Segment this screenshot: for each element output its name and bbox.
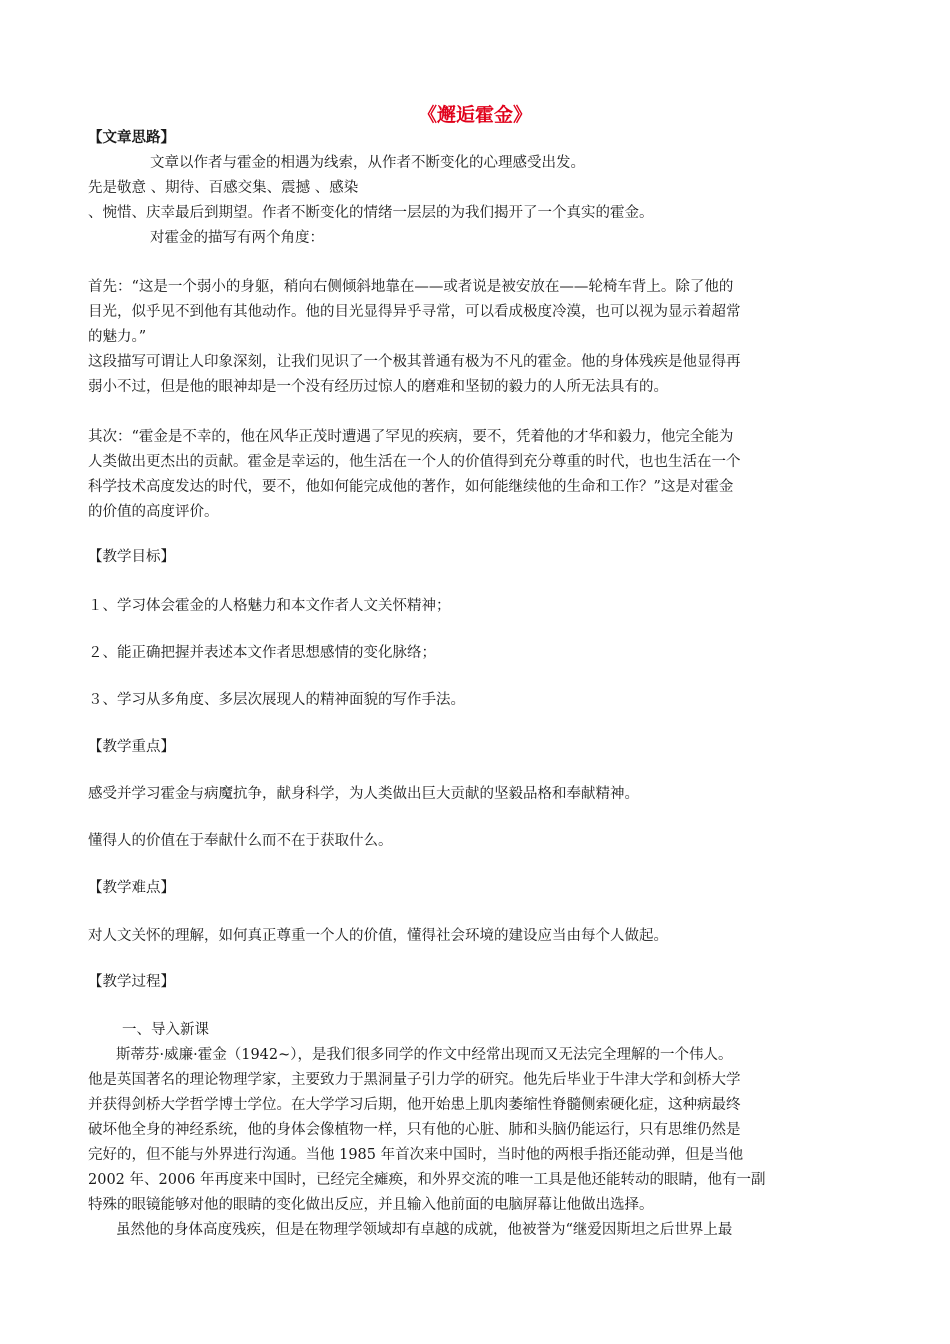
paragraph-line: 文章以作者与霍金的相遇为线索，从作者不断变化的心理感受出发。 (150, 155, 585, 171)
paragraph-line: 弱小不过，但是他的眼神却是一个没有经历过惊人的磨难和坚韧的毅力的人所无法具有的。 (88, 379, 668, 395)
paragraph-line: 对人文关怀的理解，如何真正尊重一个人的价值，懂得社会环境的建设应当由每个人做起。 (88, 928, 668, 944)
paragraph-line: 他是英国著名的理论物理学家，主要致力于黑洞量子引力学的研究。他先后毕业于牛津大学和剑桥大学 (88, 1072, 741, 1088)
paragraph-line: 这段描写可谓让人印象深刻，让我们见识了一个极其普通有极为不凡的霍金。他的身体残疾是他显得再 (88, 354, 741, 370)
document-title: 《邂逅霍金》 (417, 104, 532, 126)
paragraph-line: 斯蒂芬·威廉·霍金（1942~），是我们很多同学的作文中经常出现而又无法完全理解的一个伟人。 (116, 1047, 733, 1063)
paragraph-line: 其次：“霍金是不幸的，他在风华正茂时遭遇了罕见的疾病，要不，凭着他的才华和毅力，他完全能为 (88, 429, 734, 445)
paragraph-line: 虽然他的身体高度残疾，但是在物理学领域却有卓越的成就，他被誉为“继爱因斯坦之后世界上最 (116, 1222, 733, 1238)
section-heading-teaching-process: 【教学过程】 (88, 974, 175, 990)
paragraph-line: 特殊的眼镜能够对他的眼睛的变化做出反应，并且输入他前面的电脑屏幕让他做出选择。 (88, 1197, 654, 1213)
section-heading-difficulties: 【教学难点】 (88, 880, 175, 896)
paragraph-line: 破坏他全身的神经系统，他的身体会像植物一样，只有他的心脏、肺和头脑仍能运行，只有思维仍然是 (88, 1122, 741, 1138)
section-heading-key-points: 【教学重点】 (88, 739, 175, 755)
paragraph-line: 懂得人的价值在于奉献什么而不在于获取什么。 (88, 833, 393, 849)
list-item: ２、能正确把握并表述本文作者思想感情的变化脉络； (88, 645, 436, 661)
paragraph-line: 的魅力。” (88, 329, 147, 345)
paragraph-line: 的价值的高度评价。 (88, 504, 219, 520)
paragraph-line: 科学技术高度发达的时代，要不，他如何能完成他的著作，如何能继续他的生命和工作？”这是对霍金 (88, 479, 734, 495)
paragraph-line: 2002 年、2006 年再度来中国时，已经完全瘫痪，和外界交流的唯一工具是他还能转动的眼睛，他有一副 (88, 1172, 766, 1188)
paragraph-line: 先是敬意 、期待、百感交集、震撼 、感染 (88, 180, 359, 196)
list-item: ３、学习从多角度、多层次展现人的精神面貌的写作手法。 (88, 692, 465, 708)
paragraph-line: 并获得剑桥大学哲学博士学位。在大学学习后期，他开始患上肌肉萎缩性脊髓侧索硬化症，这种病最终 (88, 1097, 741, 1113)
paragraph-line: 首先：“这是一个弱小的身躯，稍向右侧倾斜地靠在——或者说是被安放在——轮椅车背上。除了他的 (88, 279, 734, 295)
paragraph-line: 人类做出更杰出的贡献。霍金是幸运的，他生活在一个人的价值得到充分尊重的时代，也也生活在一个 (88, 454, 741, 470)
paragraph-line: 目光，似乎见不到他有其他动作。他的目光显得异乎寻常，可以看成极度冷漠，也可以视为显示着超常 (88, 304, 741, 320)
section-heading-teaching-goals: 【教学目标】 (88, 549, 175, 565)
paragraph-line: 、惋惜、庆幸最后到期望。作者不断变化的情绪一层层的为我们揭开了一个真实的霍金。 (88, 205, 654, 221)
section-heading-article-idea: 【文章思路】 (88, 129, 175, 146)
paragraph-line: 对霍金的描写有两个角度： (150, 230, 324, 246)
subheading-intro: 一、导入新课 (122, 1022, 209, 1038)
list-item: １、学习体会霍金的人格魅力和本文作者人文关怀精神； (88, 598, 451, 614)
paragraph-line: 感受并学习霍金与病魔抗争，献身科学，为人类做出巨大贡献的坚毅品格和奉献精神。 (88, 786, 639, 802)
paragraph-line: 完好的，但不能与外界进行沟通。当他 1985 年首次来中国时，当时他的两根手指还能动弹，但是当他 (88, 1147, 744, 1163)
